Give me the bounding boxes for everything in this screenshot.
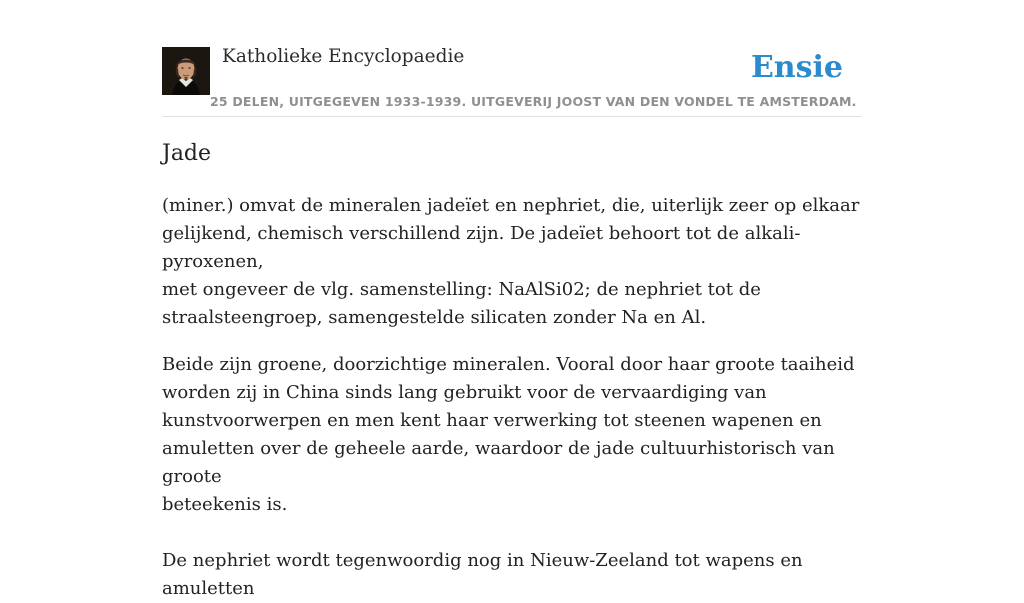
portrait-avatar-icon xyxy=(162,47,210,95)
article-content xyxy=(162,136,862,603)
article-paragraph: (miner.) omvat de mineralen jadeïet en nephriet, die, uiterlijk zeer op elkaar gelijkend, chemisch verschillend zijn. De jadeïet behoort tot de alkali-pyroxenen, met ongeveer de vlg. samenstelling: NaAlSi02; de nephriet tot de straalsteengroep, samengestelde silicaten zonder Na en Al. xyxy=(162,195,860,328)
article-paragraph: Beide zijn groene, doorzichtige mineralen. Vooral door haar groote taaiheid worden zij in China sinds lang gebruikt voor de vervaardiging van kunstvoorwerpen en men kent haar verwerking tot steenen wapenen en amuletten over de geheele aarde, waardoor de jade cultuurhistorisch van groote beteekenis is. xyxy=(162,354,855,515)
article-paragraph: De nephriet wordt tegenwoordig nog in Nieuw-Zeeland tot wapens en amuletten xyxy=(162,550,803,599)
publication-avatar[interactable] xyxy=(162,47,210,95)
publication-title[interactable]: Katholieke Encyclopaedie xyxy=(222,46,465,67)
article-title: Jade xyxy=(162,141,212,166)
brand-logo-link[interactable]: Ensie xyxy=(750,50,843,85)
publication-header xyxy=(162,44,862,117)
publication-subtitle: 25 DELEN, UITGEGEVEN 1933-1939. UITGEVERIJ JOOST VAN DEN VONDEL TE AMSTERDAM. xyxy=(210,94,857,109)
